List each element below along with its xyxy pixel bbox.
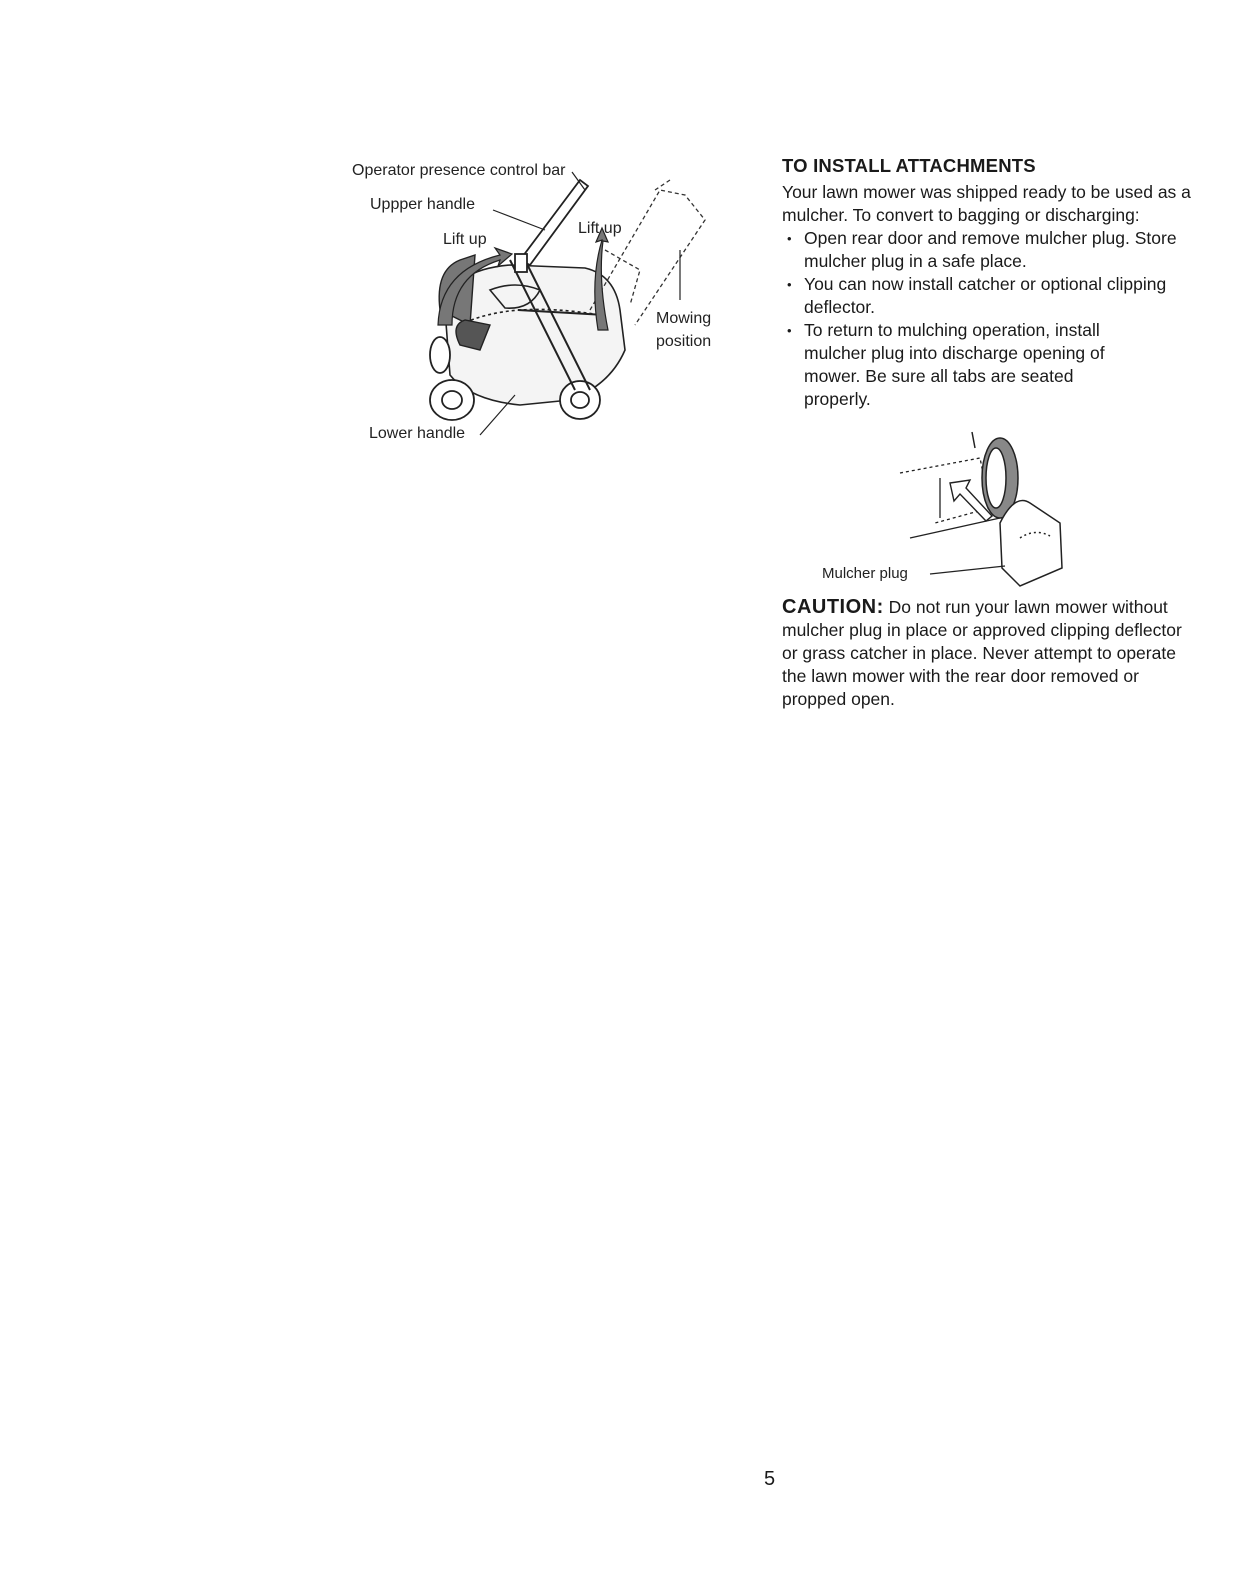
caution-paragraph [782, 596, 1192, 711]
section-title: TO INSTALL ATTACHMENTS [782, 155, 1036, 176]
mulcher-plug-shape [1000, 501, 1062, 587]
label-control-bar: Operator presence control bar [352, 162, 566, 179]
caution-text: Do not run your lawn mower without mulcher plug in place or approved clipping deflector or grass catcher in place. Never attempt to operate the lawn mower with the rear door removed or propped open. [782, 597, 1182, 709]
instruction-list [782, 227, 1202, 411]
caution-block [782, 596, 1192, 711]
list-item: • Open rear door and remove mulcher plug. Store mulcher plug in a safe place. [782, 227, 1202, 273]
label-lift-up-left: Lift up [443, 231, 487, 248]
label-lift-up-right: Lift up [578, 220, 622, 237]
label-mowing: Mowing [656, 310, 712, 327]
caution-label: CAUTION: [782, 596, 884, 618]
label-lower-handle: Lower handle [369, 425, 466, 442]
label-position: position [656, 333, 712, 350]
label-upper-handle: Uppper handle [370, 196, 475, 213]
install-attachments-section [782, 155, 1202, 411]
mower-handle-illustration [340, 150, 760, 450]
section-intro: Your lawn mower was shipped ready to be used as a mulcher. To convert to bagging or discharging: [782, 182, 1191, 225]
plug-leader-line [930, 566, 1005, 574]
list-item: • To return to mulching operation, install mulcher plug into discharge opening of mower. Be sure all tabs are seated properly. [782, 319, 1114, 411]
page-number: 5 [764, 1468, 776, 1490]
list-item: • You can now install catcher or optional clipping deflector. [782, 273, 1202, 319]
label-mulcher-plug: Mulcher plug [822, 565, 908, 582]
